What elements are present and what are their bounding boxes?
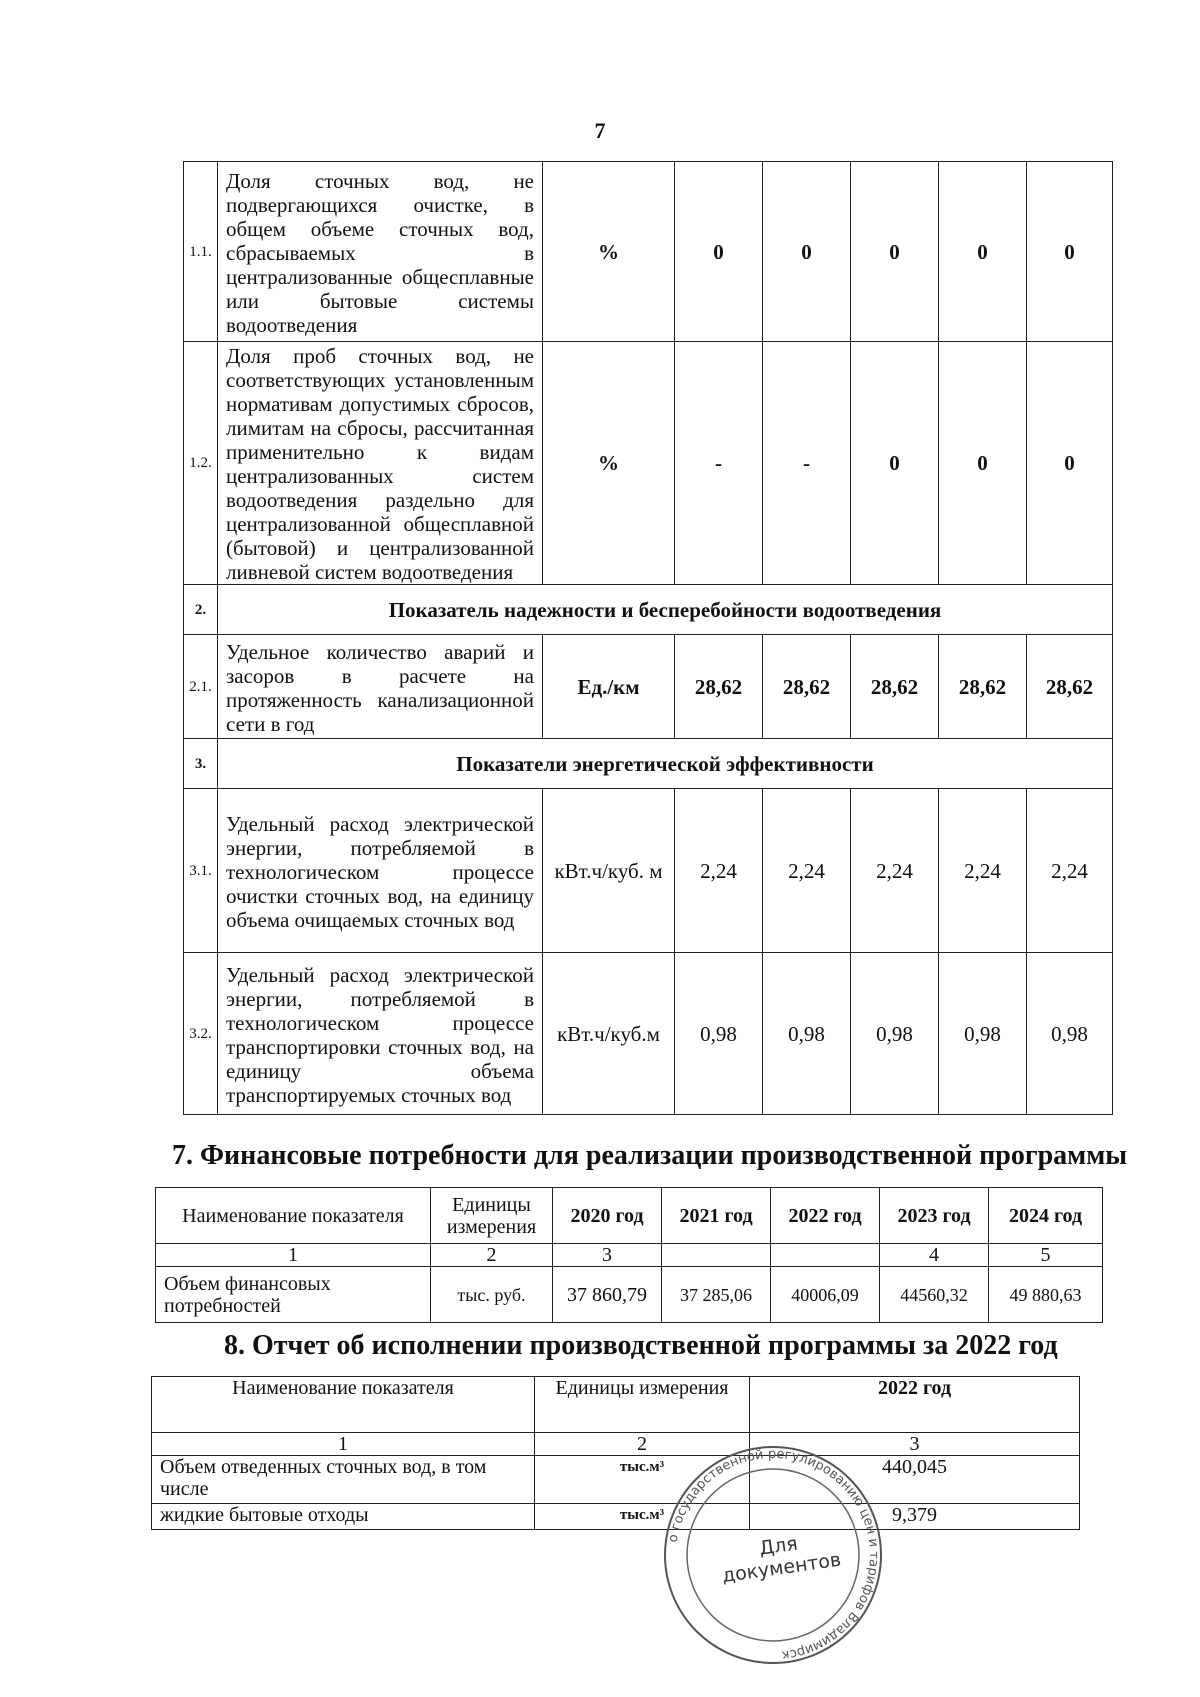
value-cell: - <box>763 342 851 585</box>
table-row <box>184 789 1113 953</box>
index-cell: 4 <box>880 1244 989 1267</box>
section-row <box>184 585 1113 635</box>
unit-cell: кВт.ч/куб.м <box>543 953 675 1115</box>
unit-cell: кВт.ч/куб. м <box>543 789 675 953</box>
unit-cell: тыс.м³ <box>535 1504 750 1530</box>
value-cell: 0 <box>763 162 851 342</box>
value-cell: 2,24 <box>1027 789 1113 953</box>
index-row <box>152 1433 1080 1456</box>
value-cell: 44560,32 <box>880 1267 989 1323</box>
indicator-name: Объем отведенных сточных вод, в том числе <box>152 1456 535 1504</box>
column-header: Наименование показателя <box>156 1188 431 1244</box>
financial-table <box>155 1187 1103 1323</box>
index-cell: 1 <box>152 1433 535 1456</box>
index-cell: 2 <box>431 1244 553 1267</box>
table-row <box>152 1456 1080 1504</box>
page-number: 7 <box>594 118 606 143</box>
unit-cell: Ед./км <box>543 635 675 739</box>
column-header: 2020 год <box>553 1188 662 1244</box>
value-cell: 0,98 <box>1027 953 1113 1115</box>
section-number: 3. <box>184 739 218 789</box>
column-header: Единицы измерения <box>535 1377 750 1433</box>
value-cell: 0,98 <box>851 953 939 1115</box>
value-cell: 37 860,79 <box>553 1267 662 1323</box>
value-cell: 28,62 <box>939 635 1027 739</box>
value-cell: - <box>675 342 763 585</box>
section-title: Показатель надежности и бесперебойности водоотведения <box>218 585 1113 635</box>
column-header: 2022 год <box>750 1377 1080 1433</box>
indicators-table <box>183 161 1113 1115</box>
value-cell: 28,62 <box>763 635 851 739</box>
section-7-heading: 7. Финансовые потребности для реализации производственной программы <box>172 1140 1128 1171</box>
table-row <box>184 635 1113 739</box>
column-header: 2022 год <box>771 1188 880 1244</box>
value-cell: 0,98 <box>939 953 1027 1115</box>
unit-cell: % <box>543 342 675 585</box>
stamp-ring-text: о государственной регулированию цен и тарифов Владимирск <box>665 1446 882 1663</box>
row-number: 3.2. <box>184 953 218 1115</box>
index-cell: 3 <box>750 1433 1080 1456</box>
index-cell <box>662 1244 771 1267</box>
value-cell: 0 <box>939 342 1027 585</box>
indicator-name: Удельный расход электрической энергии, потребляемой в технологическом процессе транспортировки сточных вод, на единицу объема транспортируемых сточных вод <box>218 953 543 1115</box>
table-header-row <box>156 1188 1103 1244</box>
row-number: 1.2. <box>184 342 218 585</box>
unit-cell: % <box>543 162 675 342</box>
column-header: 2024 год <box>989 1188 1103 1244</box>
table-header-row <box>152 1377 1080 1433</box>
index-cell: 3 <box>553 1244 662 1267</box>
indicator-name: Объем финансовых потребностей <box>156 1267 431 1323</box>
indicator-name: Доля сточных вод, не подвергающихся очистке, в общем объеме сточных вод, сбрасываемых в централизованные общесплавные или бытовые системы водоотведения <box>218 162 543 342</box>
indicator-name: жидкие бытовые отходы <box>152 1504 535 1530</box>
value-cell: 0,98 <box>763 953 851 1115</box>
section-row <box>184 739 1113 789</box>
value-cell: 28,62 <box>1027 635 1113 739</box>
section-number: 2. <box>184 585 218 635</box>
value-cell: 0 <box>1027 162 1113 342</box>
index-cell: 1 <box>156 1244 431 1267</box>
section-8-heading: 8. Отчет об исполнении производственной программы за 2022 год <box>224 1330 1058 1361</box>
report-table <box>151 1376 1080 1530</box>
table-row <box>152 1504 1080 1530</box>
stamp-center-text: Для документов <box>720 1532 843 1588</box>
index-cell: 5 <box>989 1244 1103 1267</box>
indicator-name: Доля проб сточных вод, не соответствующих установленным нормативам допустимых сбросов, лимитам на сбросы, рассчитанная применительно к видам централизованных систем водоотведения раздельно для централизованной общесплавной (бытовой) и централизованной ливневой систем водоотведения <box>218 342 543 585</box>
value-cell: 2,24 <box>675 789 763 953</box>
value-cell: 0 <box>675 162 763 342</box>
unit-cell: тыс. руб. <box>431 1267 553 1323</box>
index-row <box>156 1244 1103 1267</box>
row-number: 1.1. <box>184 162 218 342</box>
index-cell <box>771 1244 880 1267</box>
section-title: Показатели энергетической эффективности <box>218 739 1113 789</box>
row-number: 3.1. <box>184 789 218 953</box>
table-row <box>184 953 1113 1115</box>
column-header: Единицы измерения <box>431 1188 553 1244</box>
table-row <box>156 1267 1103 1323</box>
value-cell: 9,379 <box>750 1504 1080 1530</box>
indicator-name: Удельный расход электрической энергии, потребляемой в технологическом процессе очистки сточных вод, на единицу объема очищаемых сточных вод <box>218 789 543 953</box>
value-cell: 440,045 <box>750 1456 1080 1504</box>
value-cell: 0 <box>851 342 939 585</box>
value-cell: 40006,09 <box>771 1267 880 1323</box>
value-cell: 37 285,06 <box>662 1267 771 1323</box>
table-row <box>184 342 1113 585</box>
row-number: 2.1. <box>184 635 218 739</box>
value-cell: 49 880,63 <box>989 1267 1103 1323</box>
index-cell: 2 <box>535 1433 750 1456</box>
value-cell: 28,62 <box>675 635 763 739</box>
column-header: Наименование показателя <box>152 1377 535 1433</box>
value-cell: 28,62 <box>851 635 939 739</box>
column-header: 2021 год <box>662 1188 771 1244</box>
value-cell: 2,24 <box>939 789 1027 953</box>
value-cell: 0 <box>851 162 939 342</box>
value-cell: 2,24 <box>763 789 851 953</box>
unit-cell: тыс.м³ <box>535 1456 750 1504</box>
column-header: 2023 год <box>880 1188 989 1244</box>
value-cell: 0,98 <box>675 953 763 1115</box>
indicator-name: Удельное количество аварий и засоров в расчете на протяженность канализационной сети в год <box>218 635 543 739</box>
table-row <box>184 162 1113 342</box>
value-cell: 2,24 <box>851 789 939 953</box>
value-cell: 0 <box>1027 342 1113 585</box>
value-cell: 0 <box>939 162 1027 342</box>
